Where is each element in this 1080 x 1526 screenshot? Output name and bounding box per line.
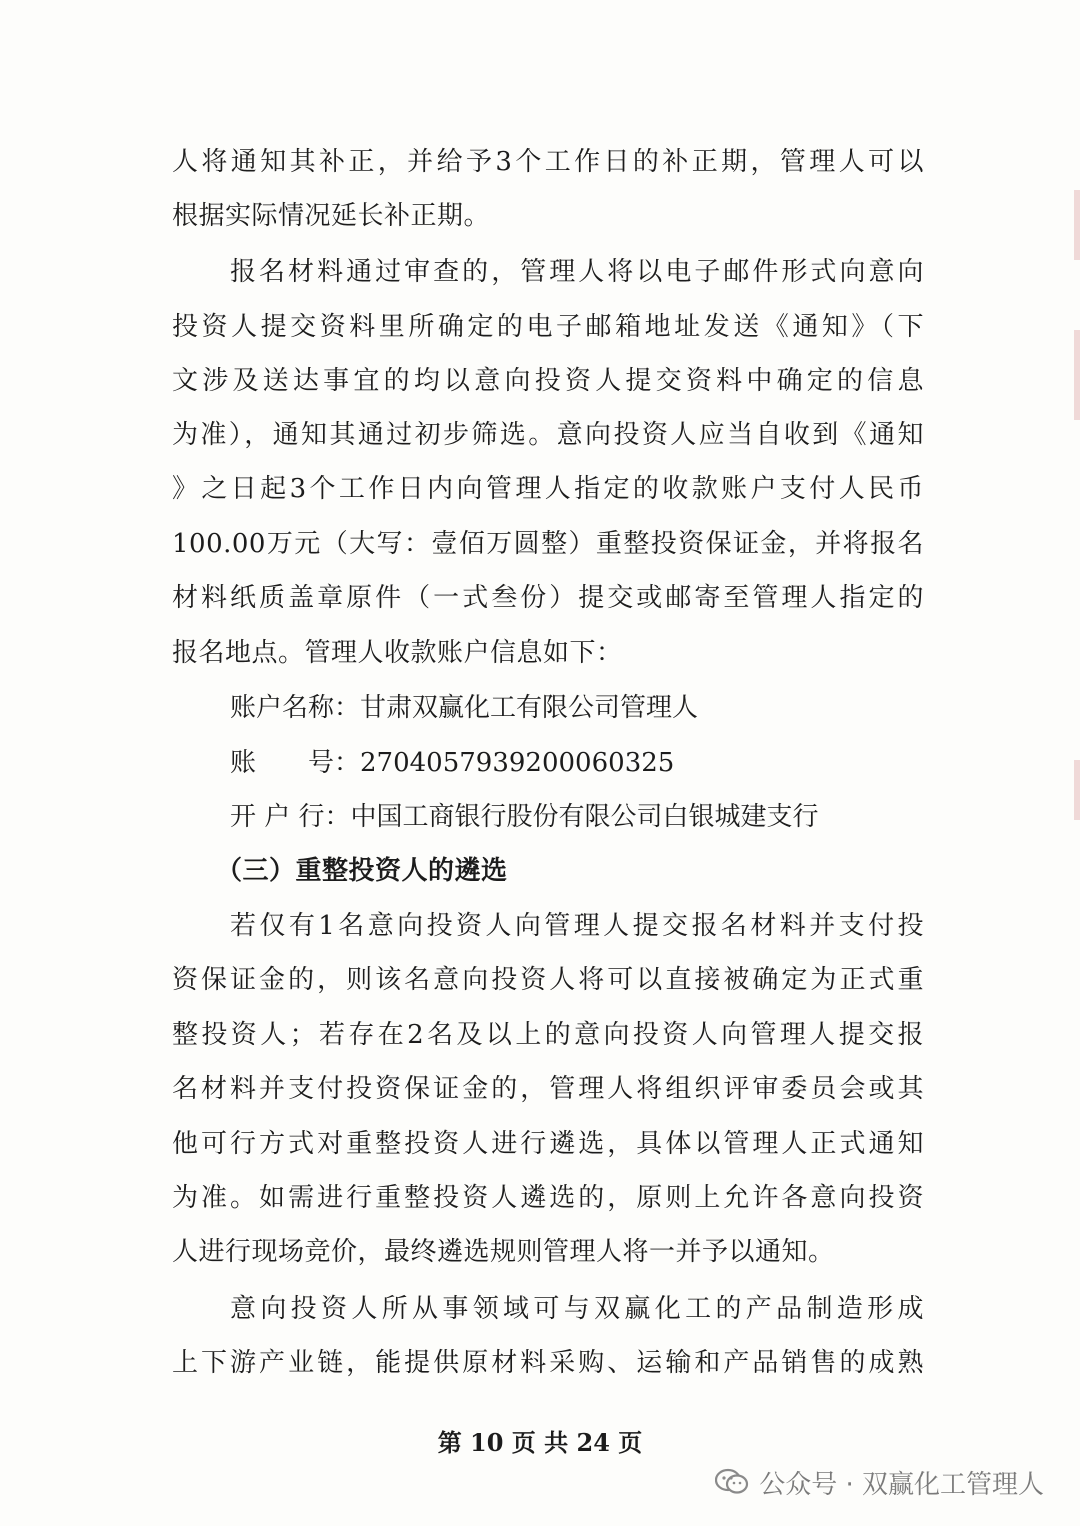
body-line: 名材料并支付投资保证金的，管理人将组织评审委员会或其	[172, 1074, 924, 1104]
body-line: 根据实际情况延长补正期。	[172, 201, 491, 231]
body-line: 100.00万元（大写：壹佰万圆整）重整投资保证金，并将报名	[172, 529, 924, 559]
account-bank-value: 中国工商银行股份有限公司白银城建支行	[350, 802, 819, 832]
account-bank-label: 开 户 行：	[230, 802, 351, 832]
body-line: 报名地点。管理人收款账户信息如下：	[172, 638, 623, 668]
body-line: 上下游产业链，能提供原材料采购、运输和产品销售的成熟	[172, 1348, 924, 1378]
body-line: 为准。如需进行重整投资人遴选的，原则上允许各意向投资	[172, 1183, 924, 1213]
watermark	[715, 1460, 1044, 1504]
body-line: 意向投资人所从事领域可与双赢化工的产品制造形成	[230, 1294, 924, 1324]
body-line: 他可行方式对重整投资人进行遴选，具体以管理人正式通知	[172, 1129, 924, 1159]
account-number-row	[230, 743, 674, 783]
body-line: 整投资人；若存在2名及以上的意向投资人向管理人提交报	[172, 1020, 924, 1050]
body-line: 人进行现场竞价，最终遴选规则管理人将一并予以通知。	[172, 1237, 835, 1267]
body-line: 文涉及送达事宜的均以意向投资人提交资料中确定的信息	[172, 366, 924, 396]
account-name-value: 甘肃双赢化工有限公司管理人	[360, 693, 699, 723]
account-name-label: 账户名称：	[230, 693, 361, 723]
account-number-label: 账 号：	[230, 748, 361, 778]
body-line: 若仅有1名意向投资人向管理人提交报名材料并支付投	[230, 911, 924, 941]
edge-mark	[1074, 760, 1080, 820]
body-line: 报名材料通过审查的，管理人将以电子邮件形式向意向	[230, 257, 924, 287]
body-line: 材料纸质盖章原件（一式叁份）提交或邮寄至管理人指定的	[172, 583, 924, 613]
edge-mark	[1074, 330, 1080, 420]
edge-mark	[1074, 190, 1080, 260]
account-number-value: 2704057939200060325	[360, 748, 675, 778]
account-name-row	[230, 688, 698, 728]
wechat-icon	[715, 1468, 749, 1496]
body-line: 为准），通知其通过初步筛选。意向投资人应当自收到《通知	[172, 420, 924, 450]
watermark-text: 公众号 · 双赢化工管理人	[759, 1469, 1044, 1500]
section-heading: （三）重整投资人的遴选	[216, 856, 508, 886]
body-line: 》之日起3个工作日内向管理人指定的收款账户支付人民币	[172, 474, 924, 504]
page-number: 第 10 页 共 24 页	[437, 1428, 643, 1457]
body-line: 投资人提交资料里所确定的电子邮箱地址发送《通知》（下	[172, 312, 924, 342]
account-bank-row	[230, 797, 819, 837]
body-line: 资保证金的，则该名意向投资人将可以直接被确定为正式重	[172, 965, 924, 995]
body-line: 人将通知其补正，并给予3个工作日的补正期，管理人可以	[172, 147, 924, 177]
